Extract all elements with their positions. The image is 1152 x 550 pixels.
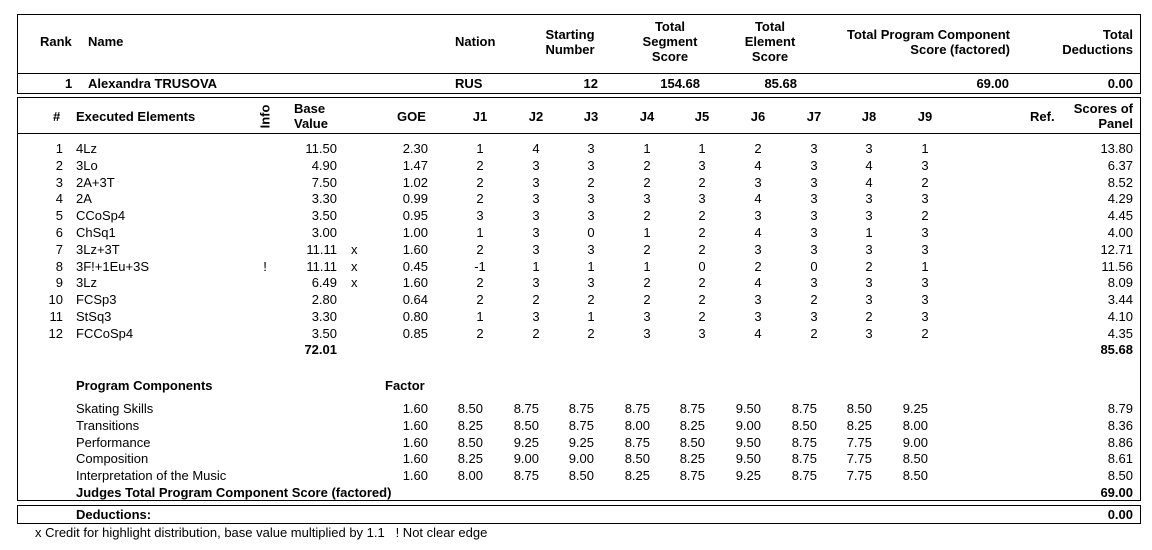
component-factor: 1.60 (402, 451, 428, 467)
element-name: 2A+3T (76, 174, 115, 190)
element-judge-7: 3 (810, 174, 818, 190)
component-judge-6: 9.25 (735, 468, 761, 484)
skater-total-pcs: 69.00 (976, 76, 1009, 91)
header-divider (18, 73, 1140, 74)
component-judge-4: 8.75 (624, 401, 650, 416)
element-judge-4: 1 (643, 225, 651, 240)
element-base-value: 11.50 (305, 141, 337, 156)
component-judge-5: 8.25 (679, 451, 705, 467)
component-judge-3: 9.00 (568, 451, 594, 467)
component-judge-9: 8.50 (902, 468, 928, 484)
element-num: 8 (55, 258, 63, 274)
element-goe: 0.95 (402, 208, 428, 224)
component-judge-7: 8.75 (791, 451, 817, 467)
component-judge-6: 9.50 (735, 401, 761, 416)
element-judge-4: 2 (643, 241, 651, 257)
element-judge-5: 3 (698, 157, 706, 173)
element-judge-2: 3 (532, 191, 540, 207)
component-judge-1: 8.50 (457, 434, 483, 450)
component-judge-8: 8.50 (846, 401, 872, 416)
component-judge-2: 9.00 (513, 451, 539, 467)
element-judge-2: 2 (532, 292, 540, 308)
element-num: 7 (55, 241, 63, 257)
element-name: FCSp3 (76, 292, 117, 308)
component-name: Composition (76, 451, 149, 467)
element-judge-2: 3 (532, 174, 540, 190)
component-judge-8: 8.25 (846, 417, 872, 433)
col-judge-8: J8 (861, 109, 877, 124)
element-judge-5: 2 (698, 292, 706, 308)
component-judge-7: 8.50 (791, 417, 817, 433)
component-factor: 1.60 (402, 401, 428, 416)
col-judge-9: J9 (917, 109, 933, 124)
deductions-box (17, 505, 1141, 524)
skater-nation: RUS (455, 76, 483, 91)
component-judge-1: 8.00 (457, 468, 483, 484)
element-base-value: 4.90 (311, 157, 337, 173)
element-base-value: 7.50 (311, 174, 337, 190)
component-judge-4: 8.50 (624, 451, 650, 467)
component-judge-2: 8.75 (513, 468, 539, 484)
element-judge-2: 3 (532, 275, 540, 291)
skater-rank: 1 (65, 76, 73, 91)
element-judge-1: 1 (476, 225, 484, 240)
element-goe: 0.45 (402, 258, 428, 274)
element-num: 11 (49, 309, 63, 324)
element-judge-1: 2 (476, 174, 484, 190)
header-rank: Rank (40, 34, 72, 49)
element-base-value: 3.30 (311, 191, 337, 207)
element-num: 6 (55, 225, 63, 240)
element-judge-7: 3 (810, 157, 818, 173)
element-judge-3: 3 (587, 241, 595, 257)
element-goe: 2.30 (402, 141, 428, 156)
element-goe: 1.00 (402, 225, 428, 240)
element-base-value: 3.50 (311, 208, 337, 224)
element-judge-6: 4 (754, 275, 762, 291)
element-judge-1: -1 (474, 258, 486, 274)
element-name: StSq3 (76, 309, 112, 324)
component-name: Skating Skills (76, 401, 154, 416)
component-judge-3: 9.25 (568, 434, 594, 450)
element-judge-4: 2 (643, 208, 651, 224)
element-judge-3: 3 (587, 275, 595, 291)
element-judge-1: 2 (476, 292, 484, 308)
element-judge-2: 3 (532, 208, 540, 224)
element-judge-8: 3 (865, 292, 873, 308)
element-num: 2 (55, 157, 63, 173)
element-goe: 0.80 (402, 309, 428, 324)
element-num: 3 (55, 174, 63, 190)
component-judge-4: 8.25 (624, 468, 650, 484)
element-goe: 1.60 (402, 275, 428, 291)
element-judge-4: 2 (643, 275, 651, 291)
element-num: 1 (55, 141, 63, 156)
element-panel-score: 4.35 (1107, 325, 1133, 341)
element-base-value: 3.50 (311, 325, 337, 341)
element-judge-7: 2 (810, 292, 818, 308)
element-judge-8: 2 (865, 309, 873, 324)
element-judge-4: 1 (643, 141, 651, 156)
element-panel-score: 4.10 (1107, 309, 1133, 324)
element-panel-score: 3.44 (1107, 292, 1133, 308)
element-judge-5: 2 (698, 208, 706, 224)
element-x-flag: x (351, 258, 358, 274)
element-judge-1: 3 (476, 208, 484, 224)
element-judge-6: 3 (754, 292, 762, 308)
element-judge-7: 3 (810, 225, 818, 240)
element-judge-9: 2 (921, 174, 929, 190)
element-panel-score: 8.09 (1107, 275, 1133, 291)
deductions-label: Deductions: (76, 507, 152, 522)
component-judge-5: 8.75 (679, 401, 705, 416)
element-num: 10 (48, 292, 63, 308)
component-judge-9: 9.25 (902, 401, 928, 416)
component-judge-9: 8.00 (902, 417, 928, 433)
element-judge-5: 0 (698, 258, 706, 274)
element-judge-4: 3 (643, 325, 651, 341)
element-judge-5: 3 (698, 325, 706, 341)
element-num: 12 (48, 325, 63, 341)
element-base-value: 3.30 (311, 309, 337, 324)
col-base-value: Base Value (294, 101, 328, 131)
element-judge-7: 3 (810, 241, 818, 257)
element-judge-2: 3 (532, 225, 540, 240)
element-judge-4: 3 (643, 191, 651, 207)
col-ref: Ref. (1030, 109, 1055, 124)
element-judge-8: 3 (865, 191, 873, 207)
element-base-value: 11.11 (306, 241, 337, 257)
component-judge-2: 8.75 (513, 401, 539, 416)
element-goe: 1.47 (402, 157, 428, 173)
element-judge-2: 3 (532, 309, 540, 324)
element-judge-9: 1 (921, 258, 929, 274)
element-name: 4Lz (76, 141, 97, 156)
header-total-deductions: Total Deductions (1062, 27, 1133, 57)
component-judge-3: 8.75 (568, 401, 594, 416)
element-judge-9: 3 (921, 292, 929, 308)
element-judge-2: 1 (532, 258, 540, 274)
element-judge-9: 3 (921, 309, 929, 324)
element-judge-8: 2 (865, 258, 873, 274)
component-judge-3: 8.75 (568, 417, 594, 433)
element-judge-1: 2 (476, 157, 484, 173)
component-factor: 1.60 (402, 468, 428, 484)
skater-total-segment-score: 154.68 (660, 76, 700, 91)
component-name: Interpretation of the Music (76, 468, 227, 484)
col-scores-of-panel: Scores of Panel (1073, 101, 1133, 131)
element-goe: 0.85 (402, 325, 428, 341)
component-name: Performance (76, 434, 151, 450)
header-starting-number: Starting Number (545, 27, 595, 57)
component-judge-1: 8.25 (457, 417, 483, 433)
component-judge-7: 8.75 (791, 468, 817, 484)
element-name: FCCoSp4 (76, 325, 134, 341)
component-judge-4: 8.00 (624, 417, 650, 433)
col-judge-4: J4 (639, 109, 655, 124)
element-judge-2: 3 (532, 241, 540, 257)
component-panel-score: 8.86 (1107, 434, 1133, 450)
component-judge-5: 8.75 (679, 468, 705, 484)
component-factor: 1.60 (402, 417, 428, 433)
component-judge-8: 7.75 (846, 468, 872, 484)
element-judge-3: 1 (587, 258, 595, 274)
component-judge-6: 9.00 (735, 417, 761, 433)
component-judge-5: 8.50 (679, 434, 705, 450)
element-judge-3: 2 (587, 325, 595, 341)
component-judge-8: 7.75 (846, 451, 872, 467)
component-judge-2: 8.50 (513, 417, 539, 433)
element-judge-4: 1 (643, 258, 651, 274)
element-base-value: 3.00 (311, 225, 337, 240)
col-num: # (53, 109, 61, 124)
col-judge-7: J7 (806, 109, 822, 124)
header-nation: Nation (455, 34, 496, 49)
element-goe: 0.99 (402, 191, 428, 207)
element-judge-9: 3 (921, 225, 929, 240)
skater-starting-number: 12 (583, 76, 598, 91)
element-judge-3: 3 (587, 141, 595, 156)
element-judge-4: 2 (643, 157, 651, 173)
component-judge-5: 8.25 (679, 417, 705, 433)
element-judge-5: 2 (698, 275, 706, 291)
pc-title: Program Components (76, 378, 213, 393)
element-judge-8: 3 (865, 241, 873, 257)
element-name: 2A (76, 191, 92, 207)
element-judge-4: 2 (643, 174, 651, 190)
header-name: Name (88, 34, 124, 49)
component-panel-score: 8.50 (1107, 468, 1133, 484)
element-judge-2: 4 (532, 141, 540, 156)
component-judge-7: 8.75 (791, 401, 817, 416)
element-judge-9: 3 (921, 191, 929, 207)
component-judge-3: 8.50 (568, 468, 594, 484)
col-judge-5: J5 (694, 109, 710, 124)
element-goe: 0.64 (402, 292, 428, 308)
element-name: CCoSp4 (76, 208, 126, 224)
element-judge-7: 2 (810, 325, 818, 341)
element-goe: 1.60 (402, 241, 428, 257)
component-factor: 1.60 (402, 434, 428, 450)
col-goe: GOE (397, 109, 426, 124)
element-judge-7: 3 (810, 275, 818, 291)
col-judge-3: J3 (583, 109, 599, 124)
element-judge-5: 2 (698, 309, 706, 324)
element-judge-7: 3 (810, 191, 818, 207)
element-name: ChSq1 (76, 225, 116, 240)
element-num: 4 (55, 191, 63, 207)
element-judge-8: 3 (865, 208, 873, 224)
col-executed-elements: Executed Elements (76, 109, 196, 124)
skater-total-deductions: 0.00 (1107, 76, 1133, 91)
element-panel-score: 8.52 (1107, 174, 1133, 190)
element-judge-8: 3 (865, 141, 873, 156)
component-judge-8: 7.75 (846, 434, 872, 450)
element-name: 3Lo (76, 157, 98, 173)
pcs-total-label: Judges Total Program Component Score (factored) (76, 485, 392, 500)
element-judge-3: 0 (587, 225, 595, 240)
elements-header-divider (18, 133, 1140, 134)
element-judge-3: 3 (587, 157, 595, 173)
element-judge-5: 1 (698, 141, 706, 156)
element-judge-8: 4 (865, 157, 873, 173)
element-panel-score: 11.56 (1101, 258, 1133, 274)
component-judge-9: 8.50 (902, 451, 928, 467)
element-judge-5: 2 (698, 174, 706, 190)
element-judge-3: 2 (587, 174, 595, 190)
element-name: 3Lz (76, 275, 97, 291)
element-judge-9: 3 (921, 157, 929, 173)
component-name: Transitions (76, 417, 140, 433)
element-judge-7: 0 (810, 258, 818, 274)
element-judge-8: 4 (865, 174, 873, 190)
skater-total-element-score: 85.68 (764, 76, 797, 91)
element-judge-3: 1 (587, 309, 595, 324)
element-judge-6: 3 (754, 241, 762, 257)
skater-name: Alexandra TRUSOVA (88, 76, 218, 91)
element-panel-score: 6.37 (1107, 157, 1133, 173)
element-judge-7: 3 (810, 208, 818, 224)
component-judge-6: 9.50 (735, 451, 761, 467)
pcs-total-value: 69.00 (1100, 485, 1133, 500)
element-x-flag: x (351, 241, 358, 257)
element-judge-6: 3 (754, 174, 762, 190)
component-judge-1: 8.50 (457, 401, 483, 416)
element-judge-6: 4 (754, 191, 762, 207)
element-name: 3F!+1Eu+3S (76, 258, 149, 274)
deductions-value: 0.00 (1107, 507, 1133, 522)
element-base-value: 11.11 (306, 258, 337, 274)
element-judge-1: 1 (476, 309, 484, 324)
element-panel-score: 4.45 (1107, 208, 1133, 224)
col-judge-2: J2 (528, 109, 544, 124)
component-panel-score: 8.36 (1107, 417, 1133, 433)
element-judge-4: 3 (643, 309, 651, 324)
element-judge-5: 2 (698, 241, 706, 257)
component-panel-score: 8.79 (1107, 401, 1133, 416)
element-judge-8: 3 (865, 325, 873, 341)
element-num: 9 (55, 275, 63, 291)
col-info: Info (257, 104, 273, 129)
element-judge-7: 3 (810, 141, 818, 156)
element-judge-6: 4 (754, 225, 762, 240)
element-x-flag: x (351, 275, 358, 291)
header-total-pcs: Total Program Component Score (factored) (847, 27, 1010, 57)
element-judge-4: 2 (643, 292, 651, 308)
element-panel-score: 12.71 (1100, 241, 1133, 257)
component-judge-7: 8.75 (791, 434, 817, 450)
elements-total-panel: 85.68 (1100, 342, 1133, 357)
element-judge-3: 3 (587, 191, 595, 207)
element-judge-6: 4 (754, 325, 762, 341)
elements-total-base-value: 72.01 (304, 342, 337, 357)
component-judge-9: 9.00 (902, 434, 928, 450)
element-judge-6: 3 (754, 309, 762, 324)
header-total-element-score: Total Element Score (744, 19, 796, 64)
element-judge-6: 4 (754, 157, 762, 173)
element-judge-9: 3 (921, 275, 929, 291)
pc-factor-header: Factor (385, 378, 425, 393)
element-goe: 1.02 (402, 174, 428, 190)
element-judge-2: 3 (532, 157, 540, 173)
element-judge-6: 3 (754, 208, 762, 224)
component-panel-score: 8.61 (1107, 451, 1133, 467)
element-judge-3: 3 (587, 208, 595, 224)
element-name: 3Lz+3T (76, 241, 120, 257)
element-judge-6: 2 (754, 141, 762, 156)
element-panel-score: 4.29 (1107, 191, 1133, 207)
element-judge-1: 1 (476, 141, 484, 156)
component-judge-4: 8.75 (624, 434, 650, 450)
element-judge-9: 1 (921, 141, 929, 156)
element-judge-1: 2 (476, 275, 484, 291)
component-judge-1: 8.25 (457, 451, 483, 467)
element-judge-8: 3 (865, 275, 873, 291)
element-judge-8: 1 (865, 225, 873, 240)
header-total-segment-score: Total Segment Score (642, 19, 698, 64)
element-info: ! (263, 258, 267, 274)
element-base-value: 2.80 (311, 292, 337, 308)
element-judge-9: 2 (921, 208, 929, 224)
col-judge-1: J1 (472, 109, 488, 124)
col-judge-6: J6 (750, 109, 766, 124)
element-judge-3: 2 (587, 292, 595, 308)
element-base-value: 6.49 (311, 275, 337, 291)
element-num: 5 (55, 208, 63, 224)
element-judge-5: 2 (698, 225, 706, 240)
element-panel-score: 4.00 (1107, 225, 1133, 240)
component-judge-6: 9.50 (735, 434, 761, 450)
element-judge-1: 2 (476, 241, 484, 257)
element-judge-7: 3 (810, 309, 818, 324)
element-judge-9: 3 (921, 241, 929, 257)
footnote: x Credit for highlight distribution, base value multiplied by 1.1 ! Not clear edge (35, 525, 488, 540)
element-panel-score: 13.80 (1100, 141, 1133, 156)
element-judge-1: 2 (476, 191, 484, 207)
element-judge-5: 3 (698, 191, 706, 207)
component-judge-2: 9.25 (513, 434, 539, 450)
element-judge-1: 2 (476, 325, 484, 341)
element-judge-2: 2 (532, 325, 540, 341)
element-judge-9: 2 (921, 325, 929, 341)
element-judge-6: 2 (754, 258, 762, 274)
